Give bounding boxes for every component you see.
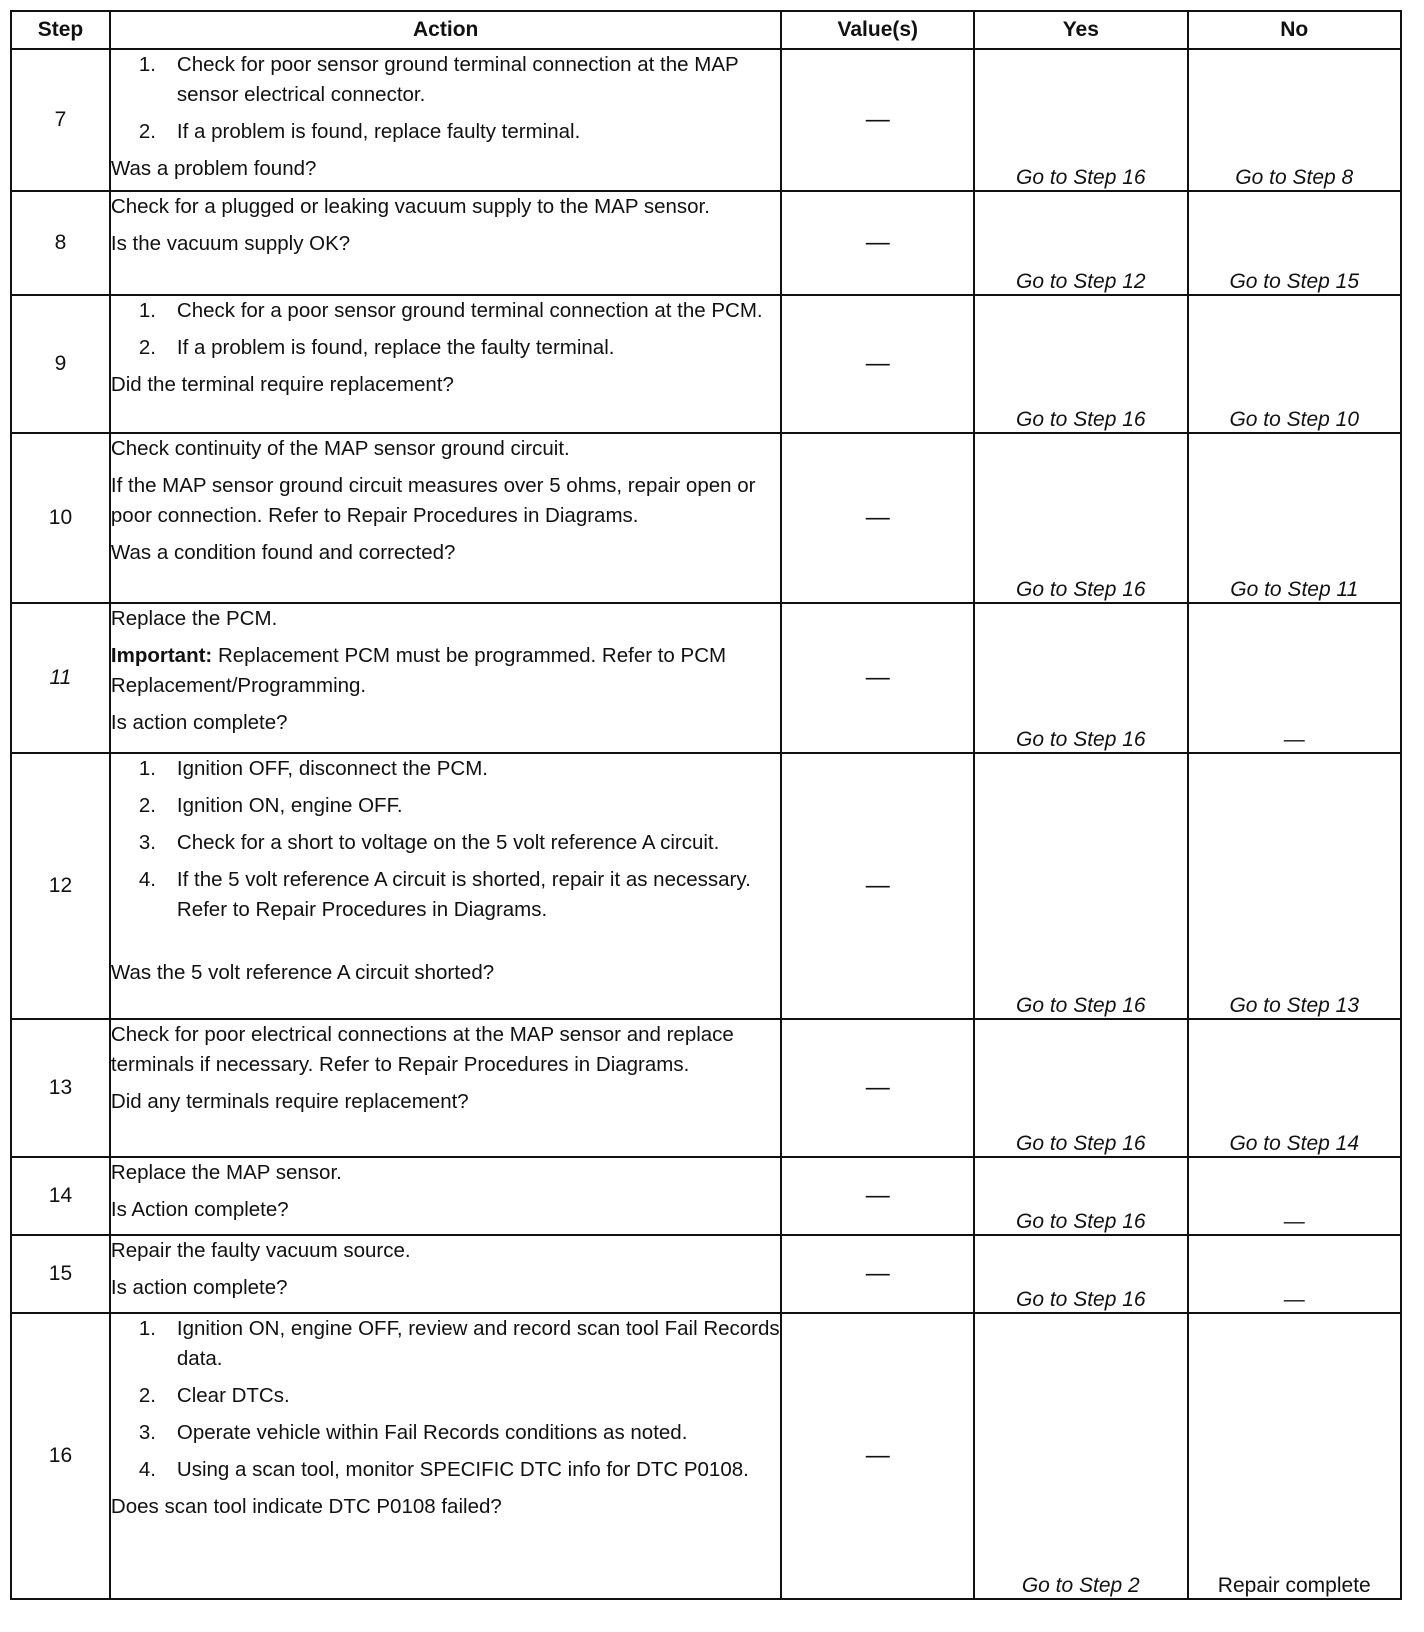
value-cell: —: [781, 49, 974, 191]
action-text: Repair the faulty vacuum source.: [110, 1239, 411, 1262]
step-number: 7: [11, 49, 110, 191]
header-yes: Yes: [974, 11, 1187, 49]
action-question: Is the vacuum supply OK?: [110, 232, 351, 255]
step-number: 15: [11, 1235, 110, 1313]
list-item: 2. Clear DTCs.: [138, 1384, 290, 1407]
no-cell: Go to Step 8: [1188, 49, 1401, 191]
action-question: Is action complete?: [110, 711, 288, 734]
list-item: 2. If a problem is found, replace faulty terminal.: [138, 120, 581, 143]
list-item: 3. Operate vehicle within Fail Records conditions as noted.: [138, 1421, 688, 1444]
no-cell: Go to Step 15: [1188, 191, 1401, 295]
step-number: 13: [11, 1019, 110, 1157]
header-row: [11, 11, 1401, 49]
list-item: 4. Using a scan tool, monitor SPECIFIC DTC info for DTC P0108.: [138, 1458, 749, 1481]
action-cell: [110, 753, 782, 1019]
step-number: 9: [11, 295, 110, 433]
value-cell: —: [781, 753, 974, 1019]
table-row: [11, 1313, 1401, 1599]
yes-cell: Go to Step 12: [974, 191, 1187, 295]
action-text: Check continuity of the MAP sensor ground circuit.: [110, 437, 570, 460]
no-cell: Go to Step 11: [1188, 433, 1401, 603]
header-action: Action: [110, 11, 782, 49]
table-row: [11, 49, 1401, 191]
table-row: [11, 603, 1401, 753]
header-no: No: [1188, 11, 1401, 49]
action-cell: [110, 191, 782, 295]
action-question: Was the 5 volt reference A circuit shorted?: [110, 961, 495, 984]
value-cell: —: [781, 1313, 974, 1599]
action-question: Does scan tool indicate DTC P0108 failed?: [110, 1495, 502, 1518]
value-cell: —: [781, 295, 974, 433]
value-cell: —: [781, 1235, 974, 1313]
value-cell: —: [781, 1157, 974, 1235]
yes-cell: Go to Step 16: [974, 433, 1187, 603]
step-number: 12: [11, 753, 110, 1019]
header-step: Step: [11, 11, 110, 49]
list-item: 1. Check for a poor sensor ground terminal connection at the PCM.: [138, 299, 763, 322]
yes-cell: Go to Step 16: [974, 295, 1187, 433]
table-row: [11, 191, 1401, 295]
yes-cell: Go to Step 16: [974, 49, 1187, 191]
step-number: 11: [11, 603, 110, 753]
table-row: [11, 433, 1401, 603]
yes-cell: Go to Step 16: [974, 753, 1187, 1019]
action-cell: [110, 1157, 782, 1235]
action-cell: [110, 603, 782, 753]
yes-cell: Go to Step 16: [974, 1019, 1187, 1157]
list-item: 1. Ignition OFF, disconnect the PCM.: [138, 757, 488, 780]
diagnostic-table: [10, 10, 1402, 1600]
table-row: [11, 1235, 1401, 1313]
no-cell: Go to Step 13: [1188, 753, 1401, 1019]
value-cell: —: [781, 603, 974, 753]
action-text: Replace the PCM.: [110, 607, 278, 630]
action-cell: [110, 295, 782, 433]
action-text: Check for a plugged or leaking vacuum supply to the MAP sensor.: [110, 195, 710, 218]
header-values: Value(s): [781, 11, 974, 49]
table-row: [11, 295, 1401, 433]
action-text: Check for poor electrical connections at the MAP sensor and replace terminals if necessary. Refer to Repair Procedures in Diagrams.: [110, 1023, 734, 1076]
list-item: 4. If the 5 volt reference A circuit is shorted, repair it as necessary. Refer to Repair Procedures in Diagrams.: [138, 868, 751, 921]
list-item: 3. Check for a short to voltage on the 5 volt reference A circuit.: [138, 831, 720, 854]
no-cell: Repair complete: [1188, 1313, 1401, 1599]
action-question: Is Action complete?: [110, 1198, 289, 1221]
action-cell: [110, 1313, 782, 1599]
table-row: [11, 1019, 1401, 1157]
table-row: [11, 1157, 1401, 1235]
list-item: 2. Ignition ON, engine OFF.: [138, 794, 403, 817]
list-item: 1. Ignition ON, engine OFF, review and record scan tool Fail Records data.: [138, 1317, 780, 1370]
list-item: 2. If a problem is found, replace the faulty terminal.: [138, 336, 615, 359]
no-cell: —: [1188, 603, 1401, 753]
step-number: 10: [11, 433, 110, 603]
action-question: Is action complete?: [110, 1276, 288, 1299]
no-cell: —: [1188, 1157, 1401, 1235]
value-cell: —: [781, 191, 974, 295]
yes-cell: Go to Step 16: [974, 1235, 1187, 1313]
no-cell: —: [1188, 1235, 1401, 1313]
yes-cell: Go to Step 16: [974, 1157, 1187, 1235]
value-cell: —: [781, 433, 974, 603]
action-cell: [110, 1235, 782, 1313]
action-text: If the MAP sensor ground circuit measures over 5 ohms, repair open or poor connection. Refer to Repair Procedures in Diagrams.: [110, 474, 756, 527]
step-number: 8: [11, 191, 110, 295]
step-number: 14: [11, 1157, 110, 1235]
action-cell: [110, 1019, 782, 1157]
yes-cell: Go to Step 16: [974, 603, 1187, 753]
action-text: Replace the MAP sensor.: [110, 1161, 342, 1184]
action-cell: [110, 433, 782, 603]
yes-cell: Go to Step 2: [974, 1313, 1187, 1599]
important-label: Important:: [110, 644, 213, 667]
list-item: 1. Check for poor sensor ground terminal connection at the MAP sensor electrical connector.: [138, 53, 739, 106]
table-row: [11, 753, 1401, 1019]
action-question: Did any terminals require replacement?: [110, 1090, 469, 1113]
no-cell: Go to Step 10: [1188, 295, 1401, 433]
action-question: Was a problem found?: [110, 157, 317, 180]
value-cell: —: [781, 1019, 974, 1157]
action-question: Was a condition found and corrected?: [110, 541, 456, 564]
important-note: Important: Replacement PCM must be programmed. Refer to PCM Replacement/Programming.: [110, 644, 727, 697]
action-cell: [110, 49, 782, 191]
step-number: 16: [11, 1313, 110, 1599]
action-question: Did the terminal require replacement?: [110, 373, 454, 396]
no-cell: Go to Step 14: [1188, 1019, 1401, 1157]
